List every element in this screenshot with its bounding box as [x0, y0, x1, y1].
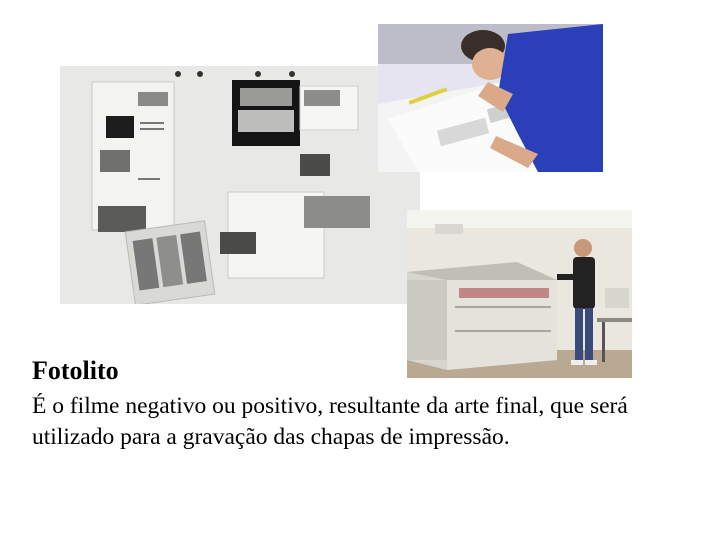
lightbox-worker-photo	[378, 24, 603, 172]
lightbox-worker-illustration	[378, 24, 603, 172]
film-sheet-illustration	[60, 66, 420, 304]
film-sheet-photo	[60, 66, 420, 304]
platesetter-machine-illustration	[407, 210, 632, 378]
slide-title: Fotolito	[32, 356, 119, 385]
slide-body-text: É o filme negativo ou positivo, resultante da arte final, que será utilizado para a gravação das chapas de impressão.	[32, 393, 628, 450]
platesetter-machine-photo	[407, 210, 632, 378]
